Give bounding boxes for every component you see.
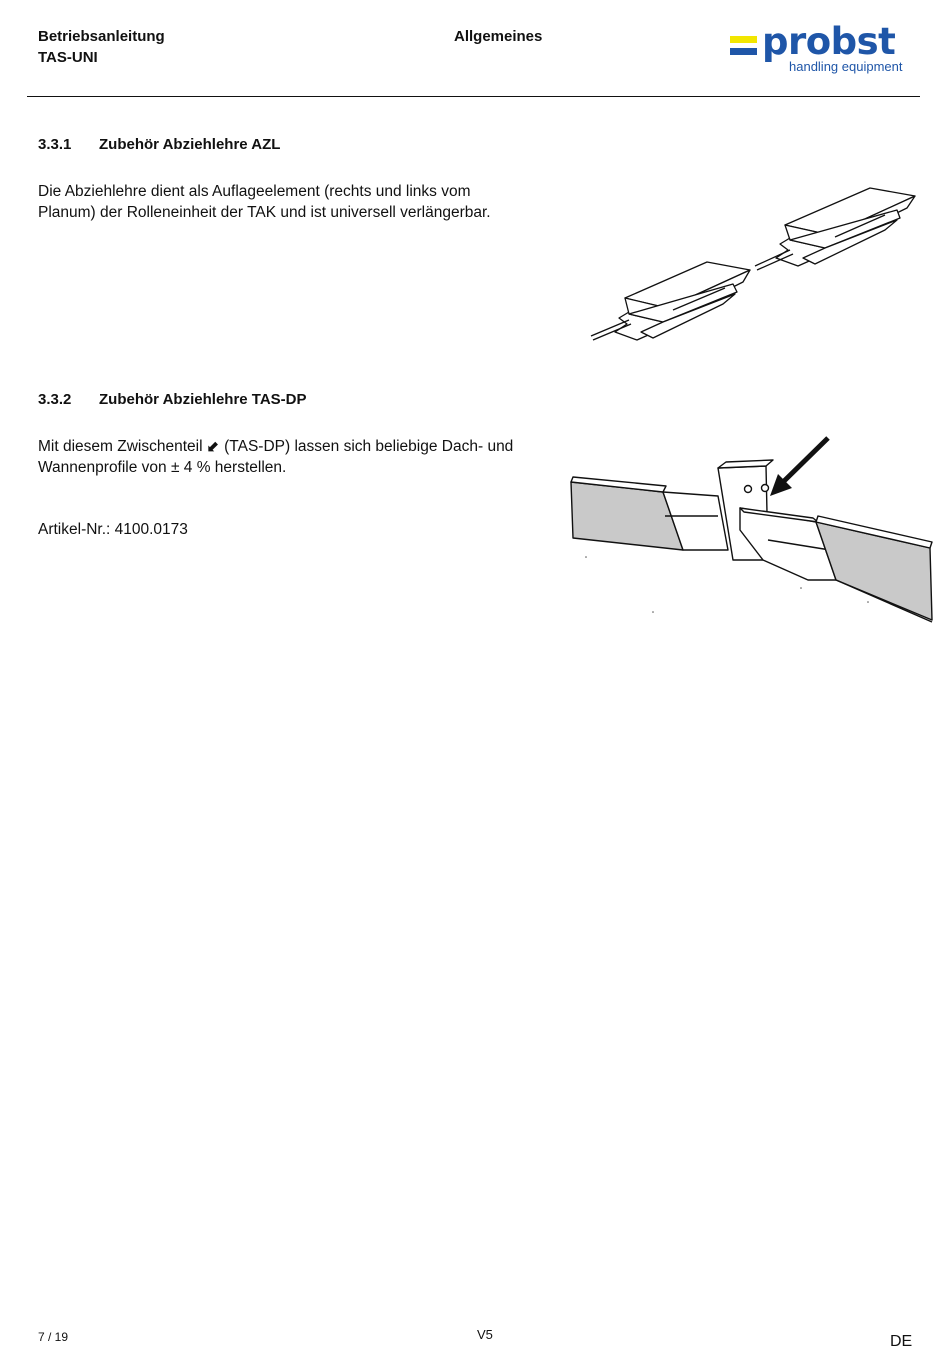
- section-number: 3.3.2: [38, 391, 72, 408]
- header-divider: [27, 96, 920, 97]
- section-body: [38, 181, 538, 223]
- right-profile: [816, 522, 932, 620]
- page-number: 7 / 19: [38, 1330, 69, 1344]
- logo-yellow-bar: [730, 36, 757, 43]
- logo-wordmark: probst: [762, 20, 896, 63]
- azl-rail-left: [591, 262, 750, 340]
- logo-blue-bar: [730, 48, 757, 55]
- tas-dp-illustration: [568, 430, 938, 625]
- body-line: Die Abziehlehre dient als Auflageelement (rechts und links vom: [38, 183, 471, 200]
- section-number: 3.3.1: [38, 136, 72, 153]
- section-title: Zubehör Abziehlehre AZL: [99, 136, 281, 153]
- body-line: Planum) der Rolleneinheit der TAK und ist universell verlängerbar.: [38, 204, 491, 221]
- document-version: V5: [477, 1327, 493, 1342]
- section-title: Zubehör Abziehlehre TAS-DP: [99, 391, 307, 408]
- body-line: Mit diesem Zwischenteil ⬋ (TAS-DP) lassen sich beliebige Dach- und: [38, 437, 514, 455]
- header-product: TAS-UNI: [38, 49, 98, 66]
- header-doc-info: [38, 26, 165, 68]
- body-line: Wannenprofile von ± 4 % herstellen.: [38, 459, 287, 476]
- azl-illustration: [585, 180, 920, 345]
- language-code: DE: [890, 1333, 913, 1350]
- arrow-down-left-icon: ⬋: [206, 437, 220, 455]
- header-doc-type: Betriebsanleitung: [38, 28, 165, 45]
- probst-logo: [730, 20, 912, 79]
- logo-tagline: handling equipment: [789, 59, 903, 74]
- section-body: [38, 436, 558, 478]
- article-number: Artikel-Nr.: 4100.0173: [38, 521, 188, 538]
- header-chapter: Allgemeines: [454, 28, 543, 45]
- azl-rail-right: [755, 188, 915, 270]
